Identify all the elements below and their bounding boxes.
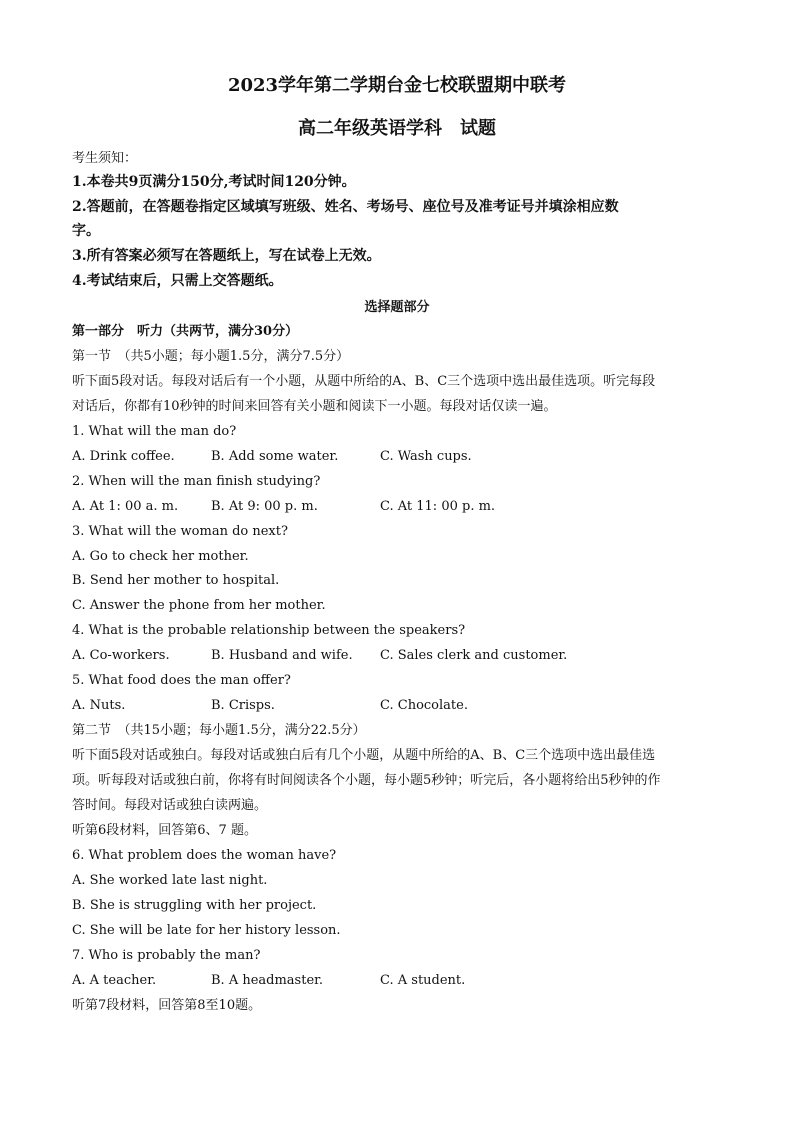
sub2-heading: 第二节 （共15小题；每小题1.5分，满分22.5分） bbox=[72, 723, 366, 738]
sub2-instruction-2: 项。听每段对话或独白前，你将有时间阅读各个小题，每小题5秒钟；听完后，各小题将给出5秒钟的作 bbox=[72, 773, 661, 788]
q1-option-a: A. Drink coffee. bbox=[72, 449, 175, 464]
q7-option-a: A. A teacher. bbox=[72, 973, 157, 988]
sub1-heading: 第一节 （共5小题；每小题1.5分，满分7.5分） bbox=[72, 349, 350, 364]
q6-option-b: B. She is struggling with her project. bbox=[72, 898, 317, 913]
q5-option-b: B. Crisps. bbox=[211, 698, 275, 713]
q7-stem: 7. Who is probably the man? bbox=[72, 948, 261, 963]
q1-stem: 1. What will the man do? bbox=[72, 424, 237, 439]
q6-stem: 6. What problem does the woman have? bbox=[72, 848, 337, 863]
q6-option-a: A. She worked late last night. bbox=[72, 873, 268, 888]
material6-note: 听第6段材料，回答第6、7 题。 bbox=[72, 823, 257, 838]
material7-note: 听第7段材料，回答第8至10题。 bbox=[72, 998, 262, 1013]
part1-heading: 第一部分 听力（共两节，满分30分） bbox=[72, 324, 299, 339]
q7-option-c: C. A student. bbox=[380, 973, 466, 988]
q2-option-b: B. At 9: 00 p. m. bbox=[211, 499, 318, 514]
q4-option-c: C. Sales clerk and customer. bbox=[380, 648, 568, 663]
q3-option-c: C. Answer the phone from her mother. bbox=[72, 598, 326, 613]
section-heading: 选择题部分 bbox=[364, 300, 430, 315]
q5-stem: 5. What food does the man offer? bbox=[72, 673, 291, 688]
q5-option-a: A. Nuts. bbox=[72, 698, 126, 713]
notice-heading: 考生须知： bbox=[72, 151, 138, 166]
q3-option-a: A. Go to check her mother. bbox=[72, 549, 249, 564]
sub1-instruction-1: 听下面5段对话。每段对话后有一个小题，从题中所给的A、B、C三个选项中选出最佳选项。听完每段 bbox=[72, 374, 656, 389]
notice-item-4: 4.考试结束后，只需上交答题纸。 bbox=[72, 273, 283, 289]
sub2-instruction-1: 听下面5段对话或独白。每段对话或独白后有几个小题，从题中所给的A、B、C三个选项中选出最佳选 bbox=[72, 748, 656, 763]
q1-option-b: B. Add some water. bbox=[211, 449, 339, 464]
q6-option-c: C. She will be late for her history lesson. bbox=[72, 923, 341, 938]
q4-stem: 4. What is the probable relationship between the speakers? bbox=[72, 623, 466, 638]
q3-stem: 3. What will the woman do next? bbox=[72, 524, 288, 539]
q3-option-b: B. Send her mother to hospital. bbox=[72, 573, 280, 588]
q2-option-a: A. At 1: 00 a. m. bbox=[72, 499, 179, 514]
notice-item-3: 3.所有答案必须写在答题纸上，写在试卷上无效。 bbox=[72, 248, 381, 264]
sub1-instruction-2: 对话后，你都有10秒钟的时间来回答有关小题和阅读下一小题。每段对话仅读一遍。 bbox=[72, 399, 557, 414]
sub2-instruction-3: 答时间。每段对话或独白读两遍。 bbox=[72, 798, 268, 813]
q5-option-c: C. Chocolate. bbox=[380, 698, 468, 713]
q1-option-c: C. Wash cups. bbox=[380, 449, 472, 464]
exam-title: 2023学年第二学期台金七校联盟期中联考 bbox=[227, 75, 567, 96]
q4-option-b: B. Husband and wife. bbox=[211, 648, 353, 663]
exam-subtitle: 高二年级英语学科 试题 bbox=[298, 118, 496, 139]
q2-option-c: C. At 11: 00 p. m. bbox=[380, 499, 496, 514]
notice-item-1: 1.本卷共9页满分150分,考试时间120分钟。 bbox=[72, 174, 356, 190]
q7-option-b: B. A headmaster. bbox=[211, 973, 324, 988]
q4-option-a: A. Co-workers. bbox=[72, 648, 170, 663]
notice-item-2-cont: 字。 bbox=[72, 223, 100, 239]
notice-item-2: 2.答题前，在答题卷指定区域填写班级、姓名、考场号、座位号及准考证号并填涂相应数 bbox=[72, 199, 619, 215]
q2-stem: 2. When will the man finish studying? bbox=[72, 474, 321, 489]
